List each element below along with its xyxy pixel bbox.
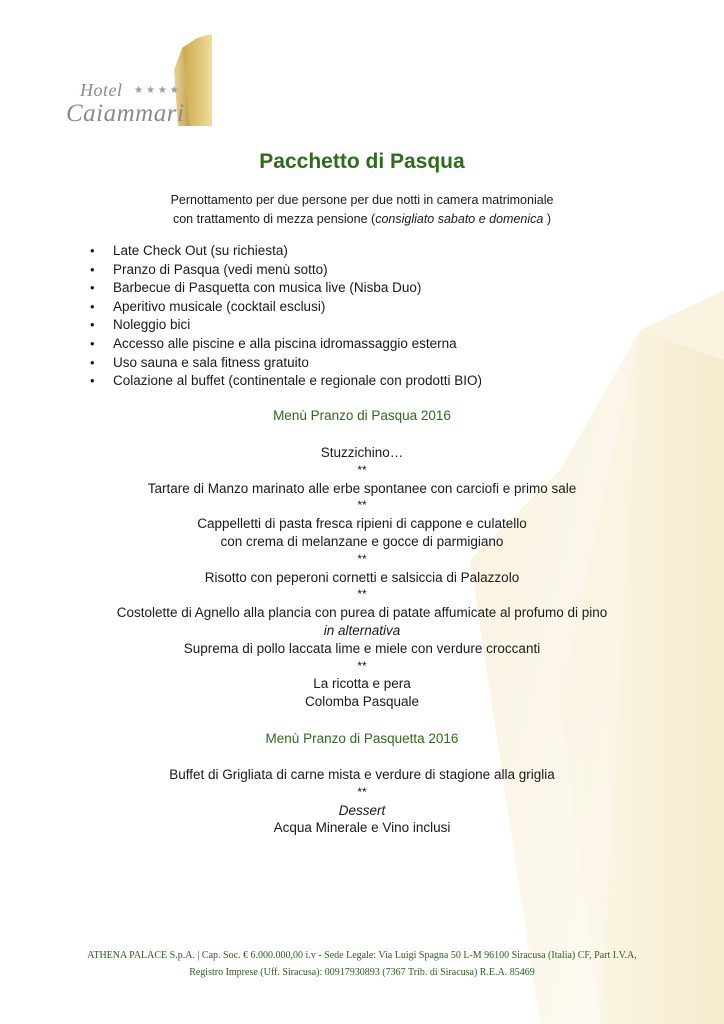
intro-recommendation: consigliato sabato e domenica — [375, 212, 544, 226]
list-item: • Noleggio bici — [90, 316, 482, 335]
logo-hotel-text: Hotel — [80, 80, 123, 100]
easter-menu — [0, 444, 724, 711]
menu-line: Tartare di Manzo marinato alle erbe spontanee con carciofi e primo sale — [147, 480, 577, 496]
menu-line: Costolette di Agnello alla plancia con purea di patate affumicate al profumo di pino — [116, 605, 608, 621]
easter-monday-menu — [0, 766, 724, 837]
menu-line: Stuzzichino… — [320, 445, 404, 460]
menu-separator: ** — [357, 498, 367, 513]
company-footer — [0, 947, 724, 981]
logo-stars: ★★★★ — [134, 85, 182, 96]
menu-line: con crema di melanzane e gocce di parmigiano — [220, 533, 504, 549]
footer-line-2: Registro Imprese (Uff. Siracusa): 00917930893 (7367 Trib. di Siracusa) R.E.A. 85469 — [189, 967, 535, 978]
footer-line-1: ATHENA PALACE S.p.A. | Cap. Soc. € 6.000.000,00 i.v - Sede Legale: Via Luigi Spagna 50 L-M 96100 Siracusa (Italia) CF, Part I.V.A, — [87, 950, 637, 961]
easter-monday-menu-title: Menù Pranzo di Pasquetta 2016 — [265, 731, 459, 746]
menu-line: Buffet di Grigliata di carne mista e verdure di stagione alla griglia — [169, 767, 555, 782]
list-item: • Pranzo di Pasqua (vedi menù sotto) — [90, 261, 482, 280]
menu-line: Acqua Minerale e Vino inclusi — [273, 820, 451, 836]
package-features-list — [90, 242, 482, 391]
list-item: • Colazione al buffet (continentale e regionale con prodotti BIO) — [90, 372, 482, 391]
intro-line-2: con trattamento di mezza pensione (consigliato sabato e domenica ) — [172, 212, 551, 226]
menu-separator: ** — [357, 658, 367, 673]
list-item: • Barbecue di Pasquetta con musica live (Nisba Duo) — [90, 279, 482, 298]
menu-separator: ** — [357, 551, 367, 566]
menu-line-dessert: Dessert — [338, 802, 386, 818]
package-intro — [0, 191, 724, 229]
page-title: Pacchetto di Pasqua — [259, 150, 465, 173]
list-item: • Late Check Out (su richiesta) — [90, 242, 482, 261]
list-item: • Uso sauna e sala fitness gratuito — [90, 354, 482, 373]
menu-line: Cappelletti di pasta fresca ripieni di cappone e culatello — [197, 516, 527, 532]
intro-line-1: Pernottamento per due persone per due notti in camera matrimoniale — [170, 193, 554, 207]
logo-hotel-name: Caiammari — [66, 100, 185, 127]
hotel-logo — [62, 30, 222, 130]
menu-line: La ricotta e pera — [313, 676, 411, 692]
menu-separator: ** — [357, 587, 367, 602]
menu-line: Suprema di pollo laccata lime e miele con verdure croccanti — [183, 640, 541, 656]
list-item: • Accesso alle piscine e alla piscina idromassaggio esterna — [90, 335, 482, 354]
menu-line-alternative: in alternativa — [323, 622, 401, 638]
list-item: • Aperitivo musicale (cocktail esclusi) — [90, 298, 482, 317]
menu-separator: ** — [357, 462, 367, 477]
menu-line: Colomba Pasquale — [304, 694, 420, 710]
menu-separator: ** — [357, 784, 367, 799]
easter-menu-title: Menù Pranzo di Pasqua 2016 — [273, 408, 451, 423]
menu-line: Risotto con peperoni cornetti e salsiccia di Palazzolo — [204, 569, 520, 585]
